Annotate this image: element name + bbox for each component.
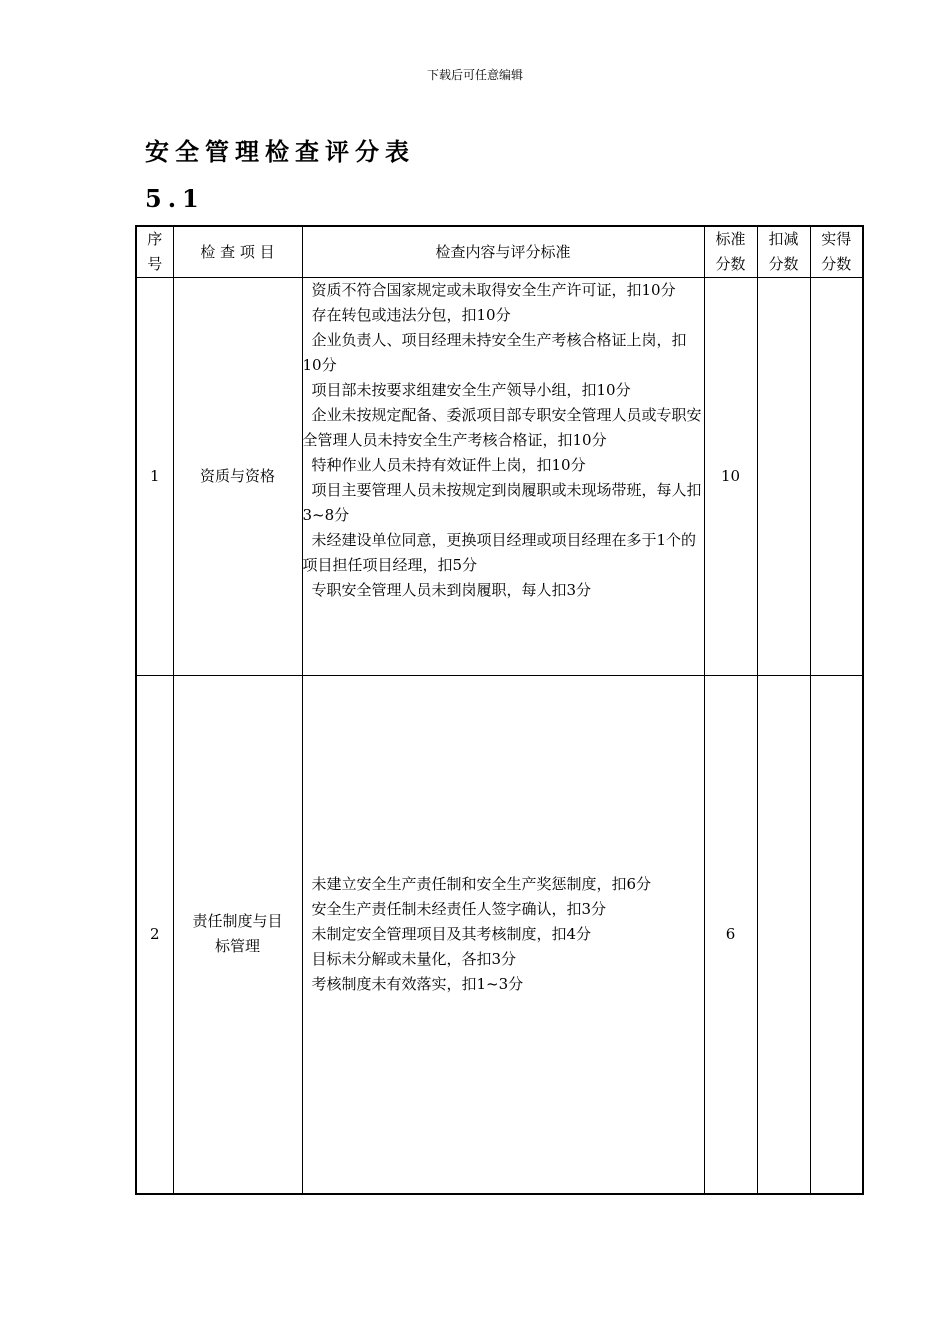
row-criteria: 资质不符合国家规定或未取得安全生产许可证，扣10分 存在转包或违法分包，扣10分 企业负责人、项目经理未持安全生产考核合格证上岗，扣10分 项目部未按要求组建安全生产领导小组，扣10分 企业未按规定配备、委派项目部专职安全管理人员或专职安全管理人员未持安全生产考核合格证，扣10分 特种作业人员未持有效证件上岗，扣10分 项目主要管理人员未按规定到岗履职或未现场带班，每人扣3~8分 未经建设单位同意，更换项目经理或项目经理在多于1个的项目担任项目经理，扣5分 专职安全管理人员未到岗履职，每人扣3分 <box>302 278 704 676</box>
header-no: 序 号 <box>136 226 173 278</box>
row-item: 资质与资格 <box>173 278 302 676</box>
row-standard-score: 6 <box>704 676 757 1194</box>
header-deduct-score: 扣减 分数 <box>757 226 810 278</box>
header-note: 下载后可任意编辑 <box>426 68 523 82</box>
header-actual-score: 实得 分数 <box>810 226 863 278</box>
table-row <box>136 676 863 1194</box>
row-no: 2 <box>136 676 173 1194</box>
header-criteria: 检查内容与评分标准 <box>302 226 704 278</box>
safety-score-table <box>135 225 864 1195</box>
row-standard-score: 10 <box>704 278 757 676</box>
row-deduct-score <box>757 676 810 1194</box>
row-criteria: 未建立安全生产责任制和安全生产奖惩制度，扣6分 安全生产责任制未经责任人签字确认，扣3分 未制定安全管理项目及其考核制度，扣4分 目标未分解或未量化，各扣3分 考核制度未有效落实，扣1~3分 <box>302 676 704 1194</box>
row-actual-score <box>810 278 863 676</box>
table-row <box>136 278 863 676</box>
row-item: 责任制度与目 标管理 <box>173 676 302 1194</box>
row-actual-score <box>810 676 863 1194</box>
table-header-row <box>136 226 863 278</box>
header-item: 检 查 项 目 <box>173 226 302 278</box>
section-number: 5.1 <box>145 184 205 213</box>
row-no: 1 <box>136 278 173 676</box>
row-deduct-score <box>757 278 810 676</box>
document-title: 安全管理检查评分表 <box>145 137 415 166</box>
header-standard-score: 标准 分数 <box>704 226 757 278</box>
